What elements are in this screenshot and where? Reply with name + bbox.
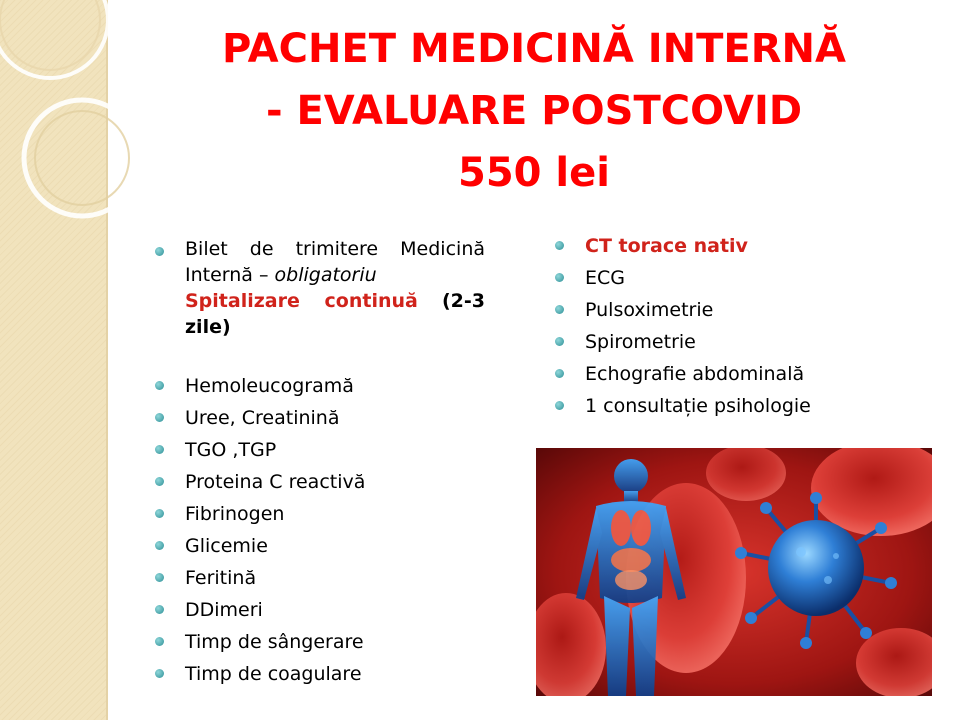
hospitalization-duration: (2-3 zile) [185,290,485,338]
referral-mandatory: obligatoriu [274,264,377,286]
bullet-icon [155,541,164,550]
list-item-label: Timp de sângerare [185,631,364,653]
list-item-label: Uree, Creatinină [185,407,340,429]
procedures-list [555,230,895,422]
human-body-virus-illustration [536,448,932,696]
bullet-icon [555,337,564,346]
list-item-label: 1 consultație psihologie [585,395,811,417]
bullet-icon [555,305,564,314]
list-item-label: ECG [585,267,625,289]
referral-list [155,236,485,340]
bullet-icon [155,509,164,518]
list-item [555,262,895,294]
list-item [155,594,495,626]
bullet-icon [155,637,164,646]
title-price: 550 lei [458,150,610,196]
list-item [155,434,495,466]
list-item [155,498,495,530]
bullet-icon [155,445,164,454]
list-item-label: Glicemie [185,535,268,557]
list-item-label: Pulsoximetrie [585,299,714,321]
bullet-icon [155,413,164,422]
list-item [155,466,495,498]
bullet-icon [155,477,164,486]
bullet-icon [555,401,564,410]
list-item-label: TGO ,TGP [185,439,277,461]
lab-tests-list [155,370,495,690]
bullet-icon [155,381,164,390]
title-line-1: PACHET MEDICINĂ INTERNĂ [222,26,846,72]
bullet-icon [155,605,164,614]
list-item [155,562,495,594]
list-item-label: DDimeri [185,599,263,621]
list-item [155,370,495,402]
hospitalization-label: Spitalizare continuă [185,290,418,312]
list-item [155,402,495,434]
list-item [555,326,895,358]
list-item-label: Fibrinogen [185,503,285,525]
bullet-icon [155,669,164,678]
referral-text: Bilet de trimitere Medicină Internă – [185,238,485,286]
referral-item [155,236,485,340]
bullet-icon [555,241,564,250]
list-item-label: Hemoleucogramă [185,375,354,397]
list-item-label: Spirometrie [585,331,696,353]
list-item [155,626,495,658]
list-item [555,294,895,326]
list-item-label: Feritină [185,567,257,589]
slide-title [108,18,960,204]
bullet-icon [155,573,164,582]
list-item [155,658,495,690]
list-item-label: Timp de coagulare [185,663,362,685]
list-item-label-highlight: CT torace nativ [585,235,748,257]
bullet-icon [555,273,564,282]
bullet-icon [155,247,164,256]
list-item [555,358,895,390]
title-line-2: - EVALUARE POSTCOVID [265,88,803,134]
list-item [155,530,495,562]
list-item-label: Proteina C reactivă [185,471,366,493]
list-item-label: Echografie abdominală [585,363,805,385]
bullet-icon [555,369,564,378]
list-item [555,390,895,422]
list-item [555,230,895,262]
